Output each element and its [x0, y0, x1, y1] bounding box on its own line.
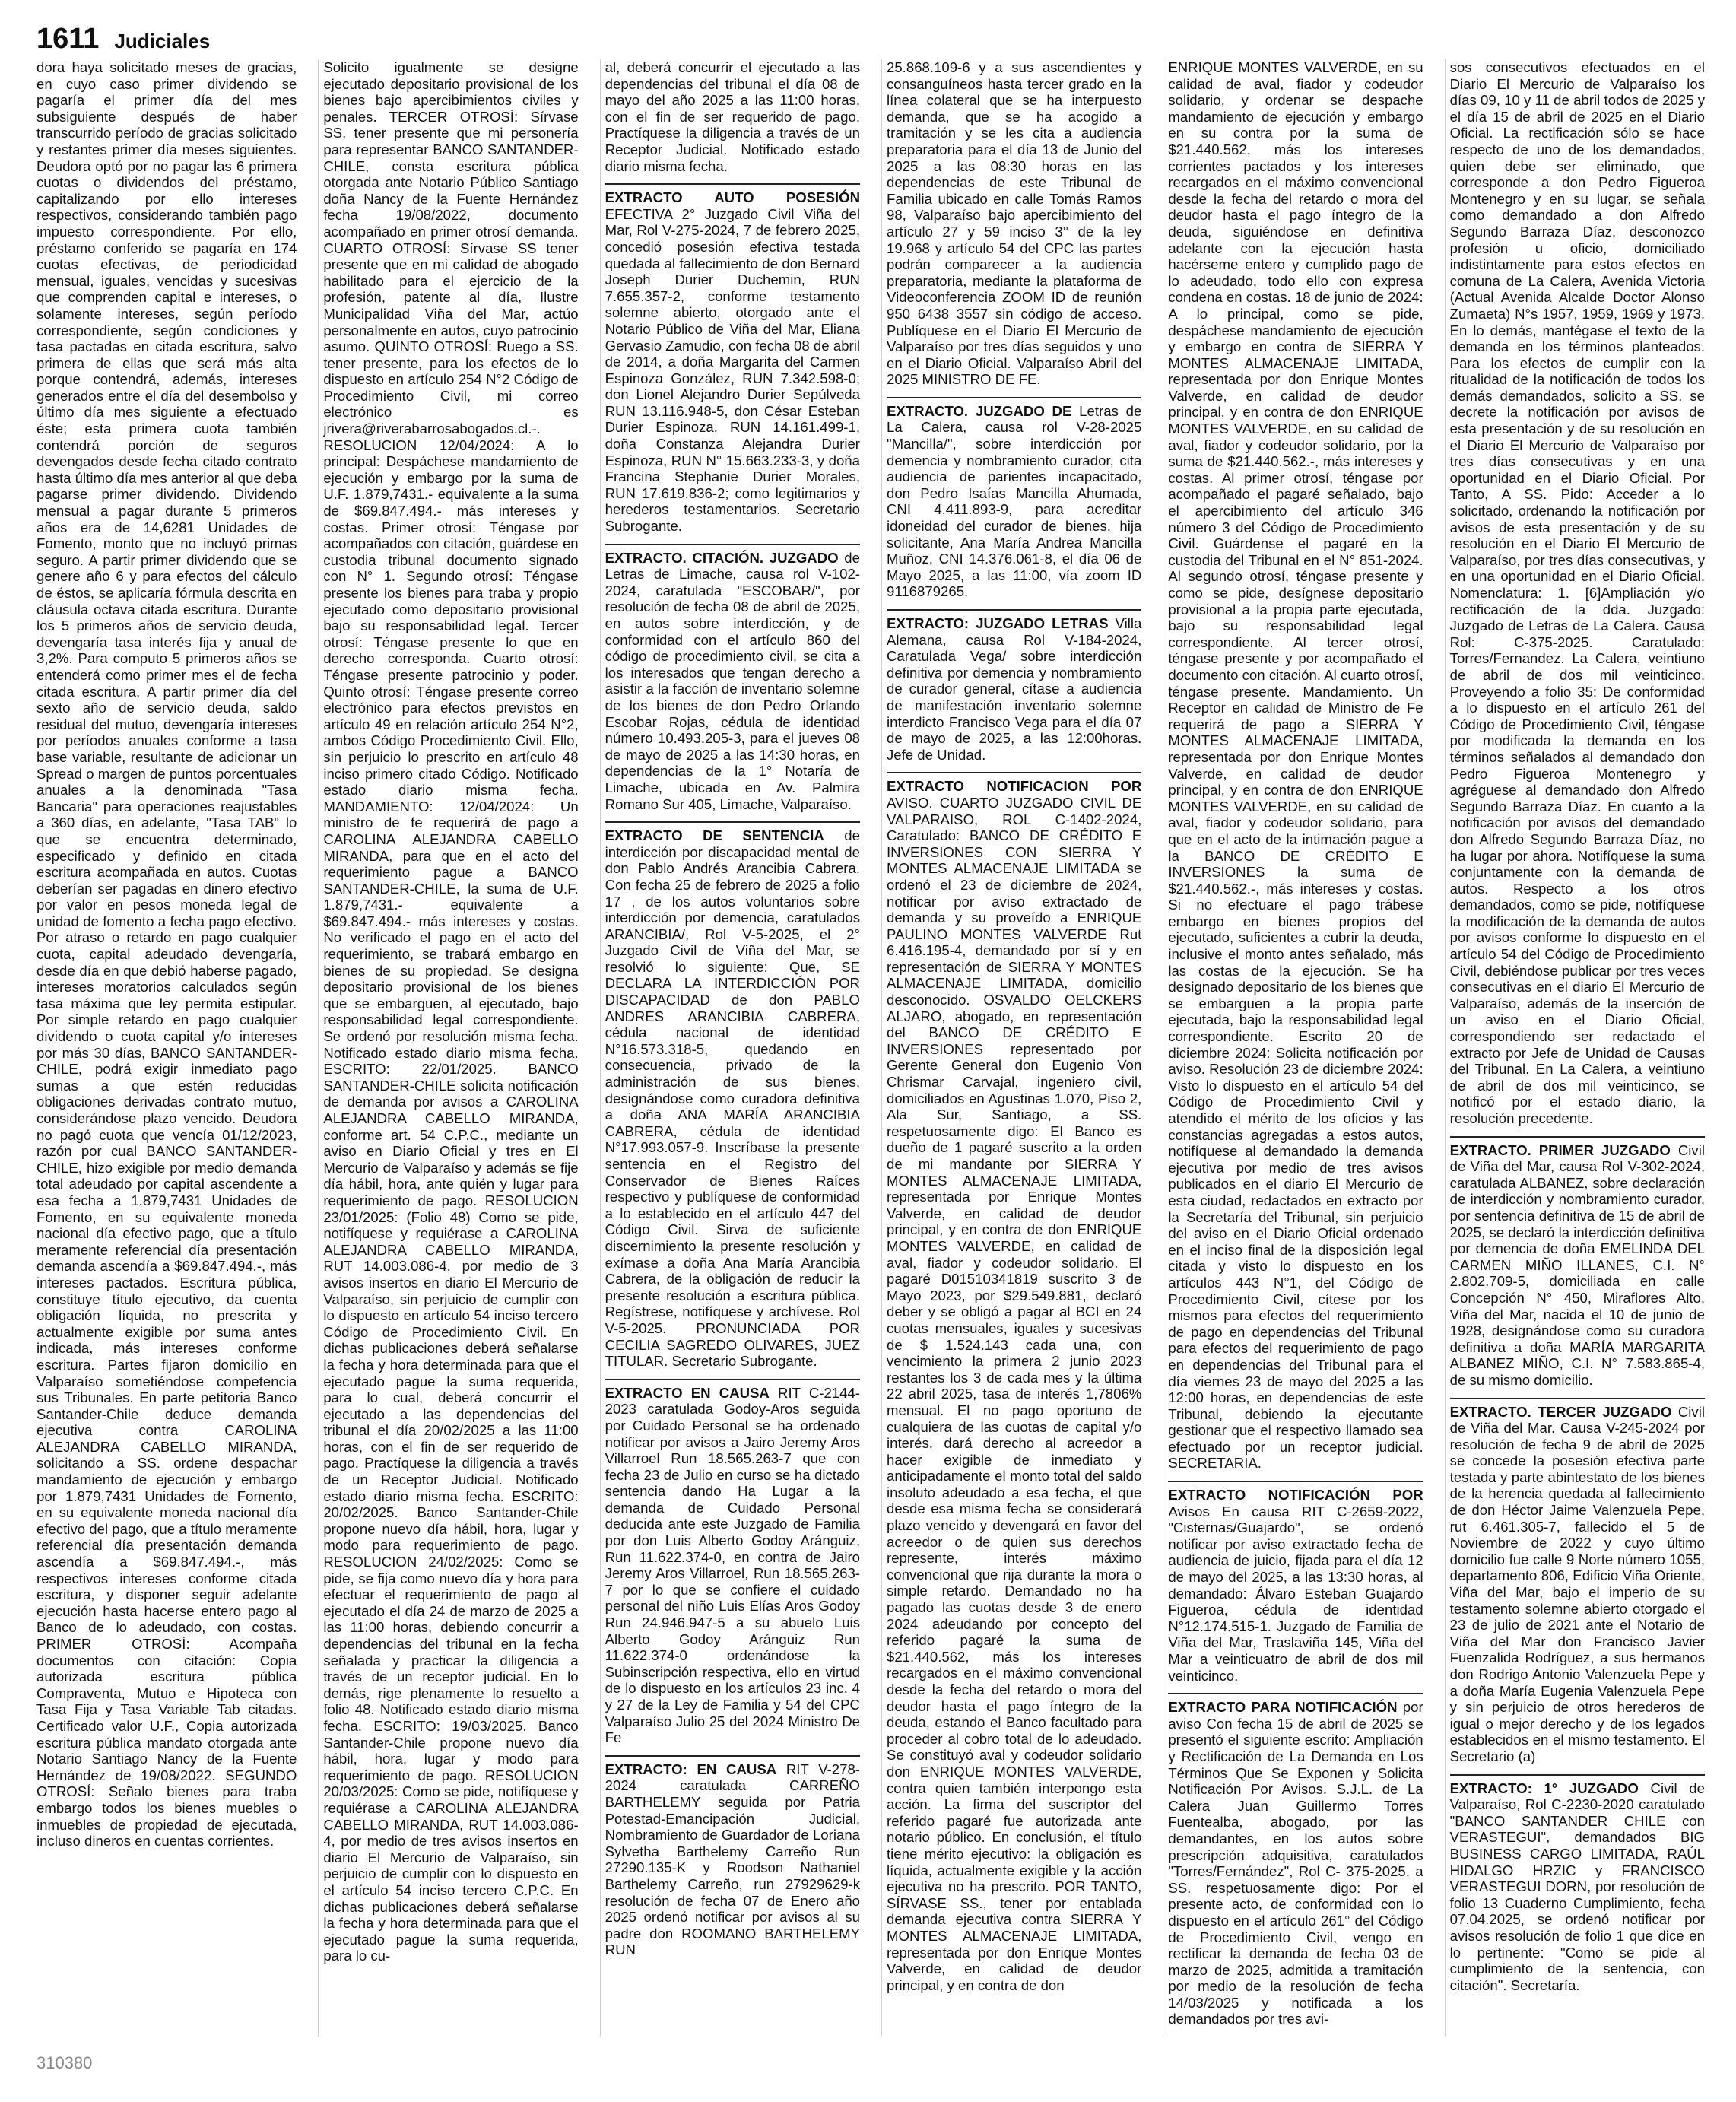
notice-continuation	[887, 59, 1141, 388]
legal-notice	[1450, 1136, 1705, 1389]
column-6	[1445, 59, 1709, 2037]
legal-notice	[605, 1379, 860, 1746]
footer-code: 310380	[36, 2053, 93, 2072]
notice-body: Civil de Viña del Mar. Causa V-245-2024 por resolución de fecha 9 de abril de 2025 se concede la posesión efectiva parte testada y parte abintestato de los bienes de la herencia quedada al fallecimiento de don Héctor Jaime Valenzuela Pepe, rut 6.461.305-7, fallecido el 5 de Noviembre de 2022 y cuyo último domicilio fue calle 9 Norte número 1055, departamento 806, Edificio Viña Oriente, Viña del Mar, bajo el imperio de su testamento solemne abierto otorgado el 23 de julio de 2021 ante el Notario de Viña del Mar don Francisco Javier Fuenzalida Rodríguez, a sus hermanos don Rodrigo Antonio Valenzuela Pepe y a doña María Eugenia Valenzuela Pepe y sin perjuicio de otros herederos de igual o mejor derecho y de los legados establecidos en el mismo testamento. El Secretario (a)	[1449, 1403, 1705, 1764]
notice-body: RIT V-278-2024 caratulada CARREÑO BARTHELEMY seguida por Patria Potestad-Emancipación Judicial, Nombramiento de Guardador de Loriana Sylvetha Barthelemy Carreño Run 27290.135-K y Roodson Nathaniel Barthelemy Carreño, run 27929629-k resolución de fecha 07 de Enero año 2025 ordenó notificar por avisos al su padre don ROOMANO BARTHELEMY RUN	[605, 1761, 860, 1958]
notice-continuation	[323, 59, 578, 1964]
notice-body: Civil de Valparaíso, Rol C-2230-2020 caratulado "BANCO SANTANDER CHILE con VERASTEGUI", demandados BIG BUSINESS CARGO LIMITADA, RAÚL HIDALGO HRZIC y FRANCISCO VERASTEGUI DORN, por resolución de folio 13 Cuaderno Cumplimiento, fecha 07.04.2025, se ordenó notificar por avisos resolución de folio 1 que dice en lo pertinente: "Como se pide al cumplimiento de la sentencia, con citación". Secretaría.	[1449, 1780, 1705, 1993]
notice-body: Letras de La Calera, causa rol V-28-2025 "Mancilla/", sobre interdicción por demencia y nombramiento curador, cita audiencia de parientes incapacitado, don Pedro Isaías Mancilla Ahumada, CNI 4.411.893-9, para acreditar idoneidad del curador de bienes, hija solicitante, Ana María Andrea Mancilla Muñoz, CNI 14.376.061-8, el día 06 de Mayo 2025, a las 11:00, vía zoom ID 9116879265.	[887, 402, 1142, 600]
notice-body: de interdicción por discapacidad mental de don Pablo Andrés Arancibia Cabrera. Con fecha 25 de febrero de 2025 a folio 17 , de los autos voluntarios sobre interdicción por demencia, caratulados ARANCIBIA/, Rol V-5-2025, el 2° Juzgado Civil de Viña del Mar, se resolvió lo siguiente: Que, SE DECLARA LA INTERDICCIÓN POR DISCAPACIDAD de don PABLO ANDRES ARANCIBIA CABRERA, cédula nacional de identidad N°16.573.318-5, quedando en consecuencia, privado de la administración de sus bienes, designándose como curadora definitiva a doña ANA MARÍA ARANCIBIA CABRERA, cédula de identidad N°17.993.057-9. Inscríbase la presente sentencia en el Registro del Conservador de Bienes Raíces respectivo y publíquese de conformidad a lo establecido en el artículo 447 del Código Civil. Sirva de suficiente discernimiento la presente resolución y exímase a doña Ana María Arancibia Cabrera, de la obligación de reducir la presente resolución a escritura pública. Regístrese, notifíquese y archívese. Rol V-5-2025. PRONUNCIADA POR CECILIA SAGREDO OLIVARES, JUEZ TITULAR. Secretario Subrogante.	[605, 827, 860, 1370]
notice-continuation	[1168, 59, 1423, 1472]
notice-body: ENRIQUE MONTES VALVERDE, en su calidad de aval, fiador y codeudor solidario, y ordenar se despache mandamiento de ejecución y embargo en su contra por la suma de $21.440.562, más los intereses corrientes pactados y los intereses recargados en el máximo convencional desde la fecha del retardo o mora del deudor hasta el pago íntegro de la deuda, siguiéndose en definitiva adelante con la ejecución hasta hacérseme entero y cumplido pago de lo adeudado, todo ello con expresa condena en costas. 18 de junio de 2024: A lo principal, como se pide, despáchese mandamiento de ejecución y embargo en contra de SIERRA Y MONTES ALMACENAJE LIMITADA, representada por don Enrique Montes Valverde, en calidad de deudor principal, y en contra de don ENRIQUE MONTES VALVERDE, en su calidad de aval, fiador y codeudor solidario, por la suma de $21.440.562.-, más intereses y costas. Al primer otrosí, téngase por acompañado el pagaré señalado, bajo el apercibimiento del artículo 346 número 3 del Código de Procedimiento Civil. Guárdense el pagaré en la custodia del Tribunal en el N° 851-2024. Al segundo otrosí, téngase presente y como se pide, desígnese depositario provisional a la propia parte ejecutada, bajo su responsabilidad legal correspondiente. Al tercer otrosí, téngase presente y por acompañado el documento con citación. Al cuarto otrosí, téngase presente. Mandamiento. Un Receptor en calidad de Ministro de Fe requerirá de pago a SIERRA Y MONTES ALMACENAJE LIMITADA, representada por don Enrique Montes Valverde, en calidad de deudor principal, y en contra de don ENRIQUE MONTES VALVERDE, en su calidad de aval, fiador y codeudor solidario, para que en el acto de la intimación pague a la BANCO DE CRÉDITO E INVERSIONES la suma de $21.440.562.-, más intereses y costas. Si no efectuare el pago trábese embargo en bienes propios del ejecutado, suficientes a cubrir la deuda, inclusive el monto antes señalado, más las costas de la ejecución. Se ha designado depositario de los bienes que se embarguen a la propia parte ejecutada, bajo la responsabilidad legal correspondiente. Escrito 20 de diciembre 2024: Solicita notificación por aviso. Resolución 23 de diciembre 2024: Visto lo dispuesto en el artículo 54 del Código de Procedimiento Civil y atendido el mérito de los oficios y las constancias agregadas a estos autos, notifíquese al demandado la demanda ejecutiva por medio de tres avisos publicados en el diario El Mercurio de esta ciudad, redactados en extracto por la Secretaría del Tribunal, sin perjuicio del aviso en el Diario Oficial ordenado en el inciso final de la disposición legal citada y visto lo dispuesto en los artículos 443 N°1, del Código de Procedimiento Civil, cítese por los mismos para efectos del requerimiento de pago en dependencias del Tribunal para efectos del requerimiento de pago en dependencias del Tribunal para el día viernes 23 de mayo del 2025 a las 12:00 horas, en dependencias de este Tribunal, debiendo la ejecutante gestionar que el respectivo llamado sea efectuado por un receptor judicial. SECRETARIA.	[1168, 59, 1423, 1472]
notice-body: dora haya solicitado meses de gracias, en cuyo caso primer dividendo se pagaría el primer día del mes subsiguiente después de haber transcurrido período de gracias solicitado y restantes primer día meses siguientes. Deudora optó por no pagar las 6 primera cuotas o dividendos del préstamo, capitalizando por ello intereses respectivos, considerando también pago impuesto correspondiente. Por ello, préstamo conferido se pagaría en 174 cuotas efectivas, de periodicidad mensual, iguales, vencidas y sucesivas que comprenden capital e intereses, o solamente intereses, según período correspondiente, según condiciones y tasa pactadas en citada escritura, salvo primera de ellas que será más alta porque contendrá, además, intereses generados entre el día del desembolso y último día mes siguiente a efectuado éste; esta primera cuota también contendrá porción de seguros devengados desde fecha citado contrato hasta último día mes anterior al que deba pagarse primer dividendo. Dividendo mensual a pagar durante 5 primeros años era de 14,6281 Unidades de Fomento, monto que no incluyó primas seguro. A partir primer dividendo que se genere año 6 y para efectos del cálculo de éstos, se aplicaría fórmula descrita en cláusula octava citada escritura. Durante los 5 primeros años de servicio deuda, devengaría tasa interés fija y anual de 3,2%. Para computo 5 primeros años se entenderá como primer mes el de fecha citada escritura. A partir primer día del sexto año de servicio deuda, saldo residual del mutuo, devengaría intereses por períodos anuales conforme a tasa base variable, resultante de adicionar un Spread o margen de puntos porcentuales anuales a la denominada "Tasa Bancaria" para operaciones reajustables a 360 días, en adelante, "Tasa TAB" lo que se encuentra determinado, especificado y definido en citada escritura acompañada en autos. Cuotas deberían ser pagadas en dinero efectivo por valor en pesos moneda legal de unidad de fomento a fecha pago efectivo. Por atraso o retardo en pago cualquier cuota, capital adeudado devengaría, desde día en que debió haberse pagado, intereses moratorios calculados según tasa máxima que ley permita estipular. Por simple retardo en pago cualquier dividendo o cuota capital y/o intereses por más 30 días, BANCO SANTANDER-CHILE, podrá exigir inmediato pago sumas a que estén reducidas obligaciones derivadas contrato mutuo, considerándose plazo vencido. Deudora no pagó cuota que vencía 01/12/2023, razón por cual BANCO SANTANDER-CHILE, hizo exigible por medio demanda total adeudado por capital ascendente a esa fecha a 1.879,7431 Unidades de Fomento, en su equivalente moneda nacional día efectivo pago, que a título meramente referencial día presentación demanda ascendía a $69.847.494.-, más intereses pactados. Escritura pública, constituye título ejecutivo, da cuenta obligación líquida, no prescrita y actualmente exigible por suma antes indicada, más intereses conforme escritura. Partes fijaron domicilio en Valparaíso sometiéndose competencia sus Tribunales. En parte petitoria Banco Santander-Chile deduce demanda ejecutiva contra CAROLINA ALEJANDRA CABELLO MIRANDA, solicitando a SS. ordene despachar mandamiento de ejecución y embargo por 1.879,7431 Unidades de Fomento, en su equivalente moneda nacional día efectivo del pago, que a título meramente referencial día presentación demanda ascendía a $69.847.494.-, más respectivos intereses conforme citada escritura, y disponer seguir adelante ejecución hasta hacerse entero pago al Banco de lo adeudado, con costas. PRIMER OTROSÍ: Acompaña documentos con citación: Copia autorizada escritura pública Compraventa, Mutuo e Hipoteca con Tasa Fija y Tasa Variable Tab citadas. Certificado valor U.F., Copia autorizada escritura pública mandato otorgada ante Notario Santiago Nancy de la Fuente Hernández de 19/08/2022. SEGUNDO OTROSÍ: Señalo bienes para traba embargo todos los bienes muebles o inmuebles de propiedad de ejecutada, incluso dineros en cuentas corrientes.	[36, 59, 297, 1850]
notice-heading: EXTRACTO. JUZGADO DE	[887, 402, 1072, 419]
legal-notice	[1168, 1693, 1423, 2027]
notice-body: EFECTIVA 2° Juzgado Civil Viña del Mar, Rol V-275-2024, 7 de febrero 2025, concedió posesión efectiva testada quedada al fallecimiento de don Bernard Joseph Durier Duchemin, RUN 7.655.357-2, conforme testamento solemne abierto, otorgado ante el Notario Público de Viña del Mar, Eliana Gervasio Zamudio, con fecha 08 de abril de 2014, a doña Margarita del Carmen Espinoza González, RUN 7.342.598-0; don Lionel Alejandro Durier Sepúlveda RUN 13.116.948-5, don César Esteban Durier Espinoza, RUN 14.161.499-1, doña Constanza Alejandra Durier Espinoza, RUN N° 15.663.233-3, y doña Francina Stephanie Durier Morales, RUN 17.619.836-2; como legitimarios y herederos testamentarios. Secretario Subrogante.	[605, 205, 860, 535]
legal-notice	[887, 397, 1141, 600]
notice-continuation	[36, 59, 297, 1850]
notice-heading: EXTRACTO EN CAUSA	[605, 1384, 770, 1401]
notice-heading: EXTRACTO. TERCER JUZGADO	[1449, 1403, 1672, 1420]
notice-body: AVISO. CUARTO JUZGADO CIVIL DE VALPARAISO, ROL C-1402-2024, Caratulado: BANCO DE CRÉDITO E INVERSIONES CON SIERRA Y MONTES ALMACENAJE LIMITADA se ordenó el 23 de diciembre de 2024, notificar por aviso extractado de demanda y su proveído a ENRIQUE PAULINO MONTES VALVERDE Rut 6.416.195-4, demandado por sí y en representación de SIERRA Y MONTES ALMACENAJE LIMITADA, domicilio desconocido. OSVALDO OELCKERS ALJARO, abogado, en representación del BANCO DE CRÉDITO E INVERSIONES representado por Gerente General don Eugenio Von Chrismar Carvajal, ingeniero civil, domiciliados en Agustinas 1.070, Piso 2, Ala Sur, Santiago, a SS. respetuosamente digo: El Banco es dueño de 1 pagaré suscrito a la orden de mi mandante por SIERRA Y MONTES ALMACENAJE LIMITADA, representada por Enrique Montes Valverde, en calidad de deudor principal, y en contra de don ENRIQUE MONTES VALVERDE, en calidad de aval, fiador y codeudor solidario. El pagaré D01510341819 suscrito 3 de Mayo 2023, por $29.549.881, declaró deber y se obligó a pagar al BCI en 24 cuotas mensuales, iguales y sucesivas de $ 1.524.143 cada una, con vencimiento la primera 2 junio 2023 restantes los 3 de cada mes y la última 22 abril 2025, tasa de interés 1,7806% mensual. El no pago oportuno de cualquiera de las cuotas de capital y/o interés, dará derecho al acreedor a hacer exigible de inmediato y anticipadamente el monto total del saldo insoluto adeudado a esa fecha, el que desde esa misma fecha se considerará plazo vencido y devengará en favor del acreedor o de quien sus derechos represente, interés máximo convencional que rija durante la mora o simple retardo. Demandado no ha pagado las cuotas desde 3 de enero 2024 adeudando por concepto del referido pagaré la suma de $21.440.562, más los intereses recargados en el máximo convencional desde la fecha del retardo o mora del deudor hasta el pago íntegro de la deuda, estando el Banco facultado para proceder al cobro total de lo adeudado. Se constituyó aval y codeudor solidario don ENRIQUE MONTES VALVERDE, contra quien también interpongo esta acción. La firma del suscriptor del referido pagaré fue autorizada ante notario público. En conclusión, el título tiene mérito ejecutivo: la obligación es líquida, actualmente exigible y la acción ejecutiva no ha prescrito. POR TANTO, SÍRVASE SS., tener por entablada demanda ejecutiva contra SIERRA Y MONTES ALMACENAJE LIMITADA, representada por don Enrique Montes Valverde, en calidad de deudor principal, y en contra de don	[887, 794, 1142, 1993]
legal-notice	[1168, 1481, 1423, 1684]
column-1	[36, 59, 301, 2037]
notice-continuation	[1450, 59, 1705, 1127]
legal-notice	[605, 544, 860, 813]
notice-body: de Letras de Limache, causa rol V-102-2024, caratulada "ESCOBAR/", por resolución de fecha 08 de abril de 2025, en autos sobre interdicción, y de conformidad con el artículo 860 del código de procedimiento civil, se cita a los interesados que tengan derecho a asistir a la facción de inventario solemne de los bienes de don Pedro Orlando Escobar Rojas, cédula de identidad número 10.493.205-3, para el jueves 08 de mayo de 2025 a las 14:30 horas, en dependencias de la 1° Notaría de Limache, ubicada en Av. Palmira Romano Sur 405, Limache, Valparaíso.	[605, 549, 860, 812]
notice-heading: EXTRACTO DE SENTENCIA	[605, 827, 824, 844]
notice-heading: EXTRACTO. PRIMER JUZGADO	[1449, 1141, 1671, 1158]
notice-body: al, deberá concurrir el ejecutado a las dependencias del tribunal el día 08 de mayo del año 2025 a las 11:00 horas, con el fin de ser requerido de pago. Practíquese la diligencia a través de un Receptor Judicial. Notificado estado diario misma fecha.	[605, 59, 860, 174]
legal-notice	[605, 821, 860, 1370]
notice-heading: EXTRACTO NOTIFICACIÓN POR	[1168, 1487, 1423, 1503]
legal-notice	[1450, 1774, 1705, 1994]
notice-body: 25.868.109-6 y a sus ascendientes y consanguíneos hasta tercer grado en la línea colateral que se ha interpuesto demanda, que se ha acogido a tramitación y se les cita a audiencia preparatoria para el día 13 de Junio del 2025 a las 08:30 horas en las dependencias de este Tribunal de Familia ubicado en calle Tomás Ramos 98, Valparaíso bajo apercibimiento del artículo 27 y 59 inciso 3° de la ley 19.968 y artículo 54 del CPC las partes podrán comparecer a la audiencia preparatoria, mediante la plataforma de Videoconferencia ZOOM ID de reunión 950 6438 3557 sin código de acceso. Publíquese en el Diario El Mercurio de Valparaíso por tres días seguidos y uno en el Diario Oficial. Valparaíso Abril del 2025 MINISTRO DE FE.	[887, 59, 1142, 388]
legal-notice	[605, 1755, 860, 1958]
legal-notice	[887, 609, 1141, 763]
notice-body: RIT C-2144-2023 caratulada Godoy-Aros seguida por Cuidado Personal se ha ordenado notificar por avisos a Jairo Jeremy Aros Villarroel Run 18.565.263-7 que con fecha 23 de Julio en curso se ha dictado sentencia dando Ha Lugar a la demanda de Cuidado Personal deducida ante este Juzgado de Familia por don Luis Alberto Godoy Aránguiz, Run 11.622.374-0, en contra de Jairo Jeremy Aros Villarroel, Run 18.565.263-7 por lo que se confiere el cuidado personal del niño Luis Elías Aros Godoy Run 24.946.947-5 a su abuelo Luis Alberto Godoy Aránguiz Run 11.622.374-0 ordenándose la Subinscripción respectiva, ello en virtud de lo dispuesto en los artículos 23 inc. 4 y 27 de la Ley de Familia y 54 del CPC Valparaíso Julio 25 del 2024 Ministro De Fe	[605, 1384, 860, 1746]
notice-body: por aviso Con fecha 15 de abril de 2025 se presentó el siguiente escrito: Ampliación y Rectificación de La Demanda en Los Términos Que Se Exponen y Solicita Notificación Por Avisos. S.J.L. de La Calera Juan Guillermo Torres Fuentealba, abogado, por las demandantes, en los autos sobre prescripción adquisitiva, caratulados "Torres/Fernández", Rol C- 375-2025, a SS. respetuosamente digo: Por el presente acto, de conformidad con lo dispuesto en el artículo 261° del Código de Procedimiento Civil, vengo en rectificar la demanda de fecha 03 de marzo de 2025, admitida a tramitación por medio de la resolución de fecha 14/03/2025 y notificada a los demandados por tres avi-	[1168, 1699, 1423, 2027]
column-5	[1163, 59, 1427, 2037]
legal-notice	[1450, 1398, 1705, 1765]
legal-notice	[887, 772, 1141, 1993]
notice-body: Avisos En causa RIT C-2659-2022, "Cisternas/Guajardo", se ordenó notificar por aviso extractado fecha de audiencia de juicio, fijada para el día 12 de mayo del 2025, a las 13:30 horas, al demandado: Álvaro Esteban Guajardo Figueroa, cédula de identidad N°12.174.515-1. Juzgado de Familia de Viña del Mar, Traslaviña 145, Viña del Mar a veinticuatro de abril de dos mil veinticinco.	[1168, 1503, 1423, 1684]
notice-body: Solicito igualmente se designe ejecutado depositario provisional de los bienes bajo apercibimientos civiles y penales. TERCER OTROSÍ: Sírvase SS. tener presente que mi personería para representar BANCO SANTANDER-CHILE, consta escritura pública otorgada ante Notario Público Santiago doña Nancy de la Fuente Hernández fecha 19/08/2022, documento acompañado en primer otrosí demanda. CUARTO OTROSÍ: Sírvase SS tener presente que en mi calidad de abogado habilitado para el ejercicio de la profesión, patente al día, Ilustre Municipalidad Viña del Mar, actúo personalmente en autos, cuyo patrocinio asumo. QUINTO OTROSÍ: Ruego a SS. tener presente, para los efectos de lo dispuesto en artículo 254 N°2 Código de Procedimiento Civil, mi correo electrónico es jrivera@riverabarrosabogados.cl.-. RESOLUCION 12/04/2024: A lo principal: Despáchese mandamiento de ejecución y embargo por la suma de U.F. 1.879,7431.- equivalente a la suma de $69.847.494.- más intereses y costas. Primer otrosí: Téngase por acompañados con citación, guárdese en custodia tribunal documento signado con N° 1. Segundo otrosí: Téngase presente los bienes para traba y propio ejecutado como depositario provisional bajo su responsabilidad legal. Tercer otrosí: Téngase presente lo que en derecho corresponda. Cuarto otrosí: Téngase presente patrocinio y poder. Quinto otrosí: Téngase presente correo electrónico para efectos previstos en artículo 49 en relación artículo 254 N°2, ambos Código Procedimiento Civil. Ello, sin perjuicio lo prescrito en artículo 48 inciso primero citado Código. Notificado estado diario misma fecha. MANDAMIENTO: 12/04/2024: Un ministro de fe requerirá de pago a CAROLINA ALEJANDRA CABELLO MIRANDA, para que en el acto del requerimiento pague a BANCO SANTANDER-CHILE, la suma de U.F. 1.879,7431.- equivalente a $69.847.494.- más intereses y costas. No verificado el pago en el acto del requerimiento, se trabará embargo en bienes de su propiedad. Se designa depositario provisional de los bienes que se embarguen, al ejecutado, bajo responsabilidad legal correspondiente. Se ordenó por resolución misma fecha. Notificado estado diario misma fecha. ESCRITO: 22/01/2025. BANCO SANTANDER-CHILE solicita notificación de demanda por avisos a CAROLINA ALEJANDRA CABELLO MIRANDA, conforme art. 54 C.P.C., mediante un aviso en Diario Oficial y tres en El Mercurio de Valparaíso y además se fije día hábil, hora, ante quién y lugar para requerimiento de pago. RESOLUCION 23/01/2025: (Folio 48) Como se pide, notifíquese y requiérase a CAROLINA ALEJANDRA CABELLO MIRANDA, RUT 14.003.086-4, por medio de 3 avisos insertos en diario El Mercurio de Valparaíso, sin perjuicio de cumplir con lo dispuesto en artículo 54 inciso tercero Código de Procedimiento Civil. En dichas publicaciones deberá señalarse la fecha y hora determinada para que el ejecutado pague la suma requerida, para lo cual, deberá concurrir el ejecutado a las dependencias del tribunal el día 20/02/2025 a las 11:00 horas, con el fin de ser requerido de pago. Practíquese la diligencia a través de un Receptor Judicial. Notificado estado diario misma fecha. ESCRITO: 20/02/2025. Banco Santander-Chile propone nuevo día hábil, hora, lugar y modo para requerimiento de pago. RESOLUCION 24/02/2025: Como se pide, se fija como nuevo día y hora para efectuar el requerimiento de pago al ejecutado el día 24 de marzo de 2025 a las 11:00 horas, debiendo concurrir a dependencias del tribunal en la fecha señalada y practicar la diligencia a través de un receptor judicial. En lo demás, rige plenamente lo resuelto a folio 48. Notificado estado diario misma fecha. ESCRITO: 19/03/2025. Banco Santander-Chile propone nuevo día hábil, hora, lugar y modo para requerimiento de pago. RESOLUCION 20/03/2025: Como se pide, notifíquese y requiérase a CAROLINA ALEJANDRA CABELLO MIRANDA, RUT 14.003.086-4, por medio de tres avisos insertos en diario El Mercurio de Valparaíso, sin perjuicio de cumplir con lo dispuesto en el artículo 54 inciso tercero C.P.C. En dichas publicaciones deberá señalarse la fecha y hora determinada para que el ejecutado pague la suma requerida, para lo cu-	[323, 59, 579, 1964]
notice-heading: EXTRACTO: 1° JUZGADO	[1449, 1780, 1639, 1796]
legal-notice	[605, 183, 860, 534]
notice-body: Civil de Viña del Mar, causa Rol V-302-2024, caratulada ALBANEZ, sobre declaración de interdicción y nombramiento curador, por sentencia definitiva de 15 de abril de 2025, se declaró la interdicción definitiva por demencia de doña EMELINDA DEL CARMEN MIÑO ILLANES, C.I. N° 2.802.709-5, domiciliada en calle Concepción N° 450, Miraflores Alto, Viña del Mar, nacida el 10 de junio de 1928, designándose como su curadora definitiva a doña MARÍA MARGARITA ALBANEZ MIÑO, C.I. N° 7.583.865-4, de su mismo domicilio.	[1449, 1141, 1705, 1388]
section-title: Judiciales	[114, 30, 211, 52]
notice-continuation	[605, 59, 860, 174]
column-4	[881, 59, 1146, 2037]
column-3	[600, 59, 865, 2037]
notice-columns	[36, 59, 1709, 2027]
page-number: 1611	[36, 23, 100, 55]
notice-heading: EXTRACTO. CITACIÓN. JUZGADO	[605, 549, 839, 566]
notice-heading: EXTRACTO PARA NOTIFICACIÓN	[1168, 1699, 1398, 1716]
notice-heading: EXTRACTO: JUZGADO LETRAS	[887, 615, 1109, 631]
notice-heading: EXTRACTO: EN CAUSA	[605, 1761, 777, 1777]
notice-heading: EXTRACTO NOTIFICACION POR	[887, 778, 1142, 795]
notice-body: sos consecutivos efectuados en el Diario El Mercurio de Valparaíso los días 09, 10 y 11 de abril todos de 2025 y el día 15 de abril de 2025 en el Diario Oficial. La rectificación sólo se hace respecto de uno de los demandados, quien debe ser eliminado, que corresponde a don Pedro Figueroa Montenegro y en su lugar, se señala como demandado a don Alfredo Segundo Barraza Díaz, desconozco profesión u oficio, domiciliado indistintamente para estos efectos en comuna de La Calera, Avenida Victoria (Actual Avenida Alcalde Doctor Alonso Zumaeta) N°s 1957, 1959, 1969 y 1973. En lo demás, mantégase el texto de la demanda en los términos planteados. Para los efectos de cumplir con la ritualidad de la notificación de todos los demás demandados, solicito a SS. se decrete la notificación por avisos de esta presentación y de su resolución en el Diario El Mercurio de Valparaíso por tres días consecutivas y en una oportunidad en el Diario Oficial. Por Tanto, A SS. Pido: Acceder a lo solicitado, ordenando la notificación por avisos de esta presentación y de su resolución en el Diario El Mercurio de Valparaíso, por tres días consecutivas, y en una oportunidad en el Diario Oficial. Nomenclatura: 1. [6]Ampliación y/o rectificación de la dda. Juzgado: Juzgado de Letras de La Calera. Causa Rol: C-375-2025. Caratulado: Torres/Fernandez. La Calera, veintiuno de abril de dos mil veinticinco. Proveyendo a folio 35: De conformidad a lo dispuesto en el artículo 261 del Código de Procedimiento Civil, téngase por modificada la demanda en los términos señalados al demandado don Pedro Figueroa Montenegro y agréguese al demandado don Alfredo Segundo Barraza Díaz. En cuanto a la notificación por avisos del demandado don Alfredo Segundo Barraza Díaz, no ha lugar por ahora. Notifíquese la suma conjuntamente con la demanda de autos. Respecto a los otros demandados, como se pide, notifíquese la modificación de la demanda de autos por avisos conforme lo dispuesto en el artículo 54 del Código de Procedimiento Civil, debiéndose publicar por tres veces consecutivas en el diario El Mercurio de Valparaíso, además de la inserción de un aviso en el Diario Oficial, correspondiendo ser redactado el extracto por Jefe de Unidad de Causas del Tribunal. En La Calera, a veintiuno de abril de dos mil veinticinco, se notificó por el estado diario, la resolución precedente.	[1449, 59, 1705, 1126]
column-2	[318, 59, 582, 2037]
notice-body: Villa Alemana, causa Rol V-184-2024, Caratulada Vega/ sobre interdicción definitiva por demencia y nombramiento de curador general, cítase a audiencia de manifestación inventario solemne interdicto Francisco Vega para el día 07 de mayo de 2025, a las 12:00horas. Jefe de Unidad.	[887, 615, 1142, 763]
notice-heading: EXTRACTO AUTO POSESIÓN	[605, 189, 860, 206]
masthead	[36, 23, 1709, 53]
